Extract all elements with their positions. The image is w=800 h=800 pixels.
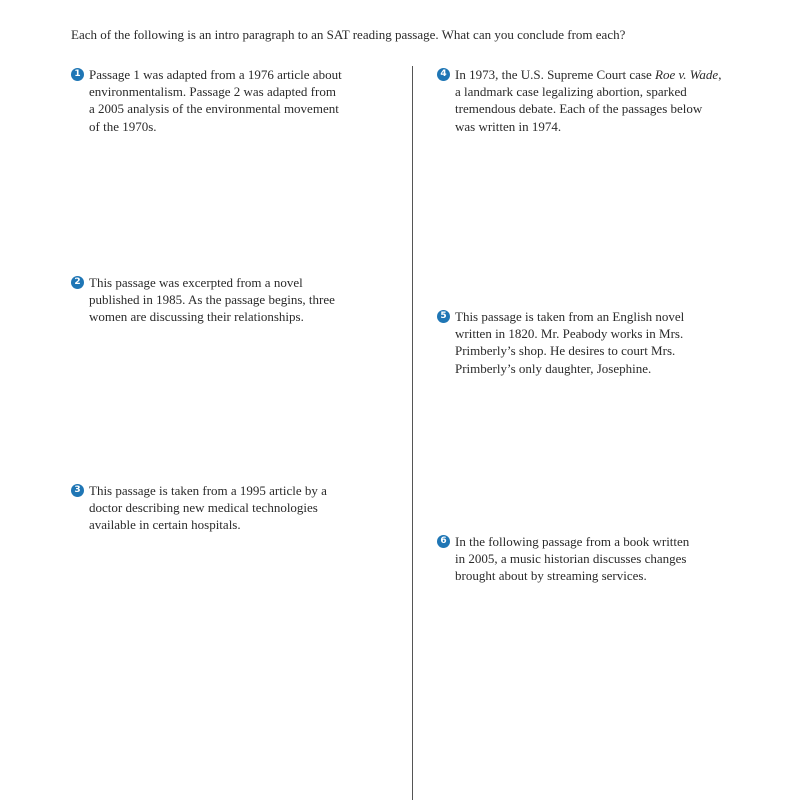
passage-intro-text (437, 66, 721, 135)
case-name: Roe v. Wade (655, 67, 719, 82)
text-segment: In 1973, the U.S. Supreme Court case (455, 67, 656, 82)
passage-intro-3 (71, 482, 327, 534)
passage-intro-6 (437, 533, 689, 585)
passage-intro-5 (437, 308, 684, 377)
text-line: written in 1820. Mr. Peabody works in Mrs. (455, 326, 684, 342)
text-line: In the following passage from a book written (455, 534, 690, 549)
text-line: environmentalism. Passage 2 was adapted from (89, 84, 336, 100)
text-line: tremendous debate. Each of the passages below (455, 101, 703, 117)
text-segment: , (718, 67, 722, 82)
column-divider (412, 66, 413, 800)
passage-intro-text (71, 482, 327, 534)
text-line: This passage is taken from a 1995 article by a (89, 483, 327, 498)
text-line: a 2005 analysis of the environmental movement (89, 101, 339, 117)
text-line: a landmark case legalizing abortion, sparked (455, 84, 687, 100)
passage-intro-1 (71, 66, 342, 135)
text-line: brought about by streaming services. (455, 568, 647, 584)
number-badge-1: 1 (71, 68, 84, 81)
text-line: Passage 1 was adapted from a 1976 article about (89, 67, 342, 82)
passage-intro-4 (437, 66, 721, 135)
number-badge-4: 4 (437, 68, 450, 81)
text-line: was written in 1974. (455, 118, 562, 134)
text-line: in 2005, a music historian discusses changes (455, 551, 687, 567)
text-line (455, 66, 721, 83)
passage-intro-text (437, 308, 684, 377)
text-line: of the 1970s. (89, 118, 157, 134)
text-line: doctor describing new medical technologies (89, 500, 318, 516)
text-line: Primberly’s only daughter, Josephine. (455, 360, 652, 376)
text-line: This passage was excerpted from a novel (89, 275, 303, 290)
number-badge-5: 5 (437, 310, 450, 323)
text-line: Primberly’s shop. He desires to court Mrs. (455, 343, 676, 359)
text-line: published in 1985. As the passage begins, three (89, 292, 335, 308)
number-badge-2: 2 (71, 276, 84, 289)
number-badge-3: 3 (71, 484, 84, 497)
number-badge-6: 6 (437, 535, 450, 548)
passage-intro-2 (71, 274, 335, 326)
text-line: women are discussing their relationships. (89, 309, 304, 325)
passage-intro-text (71, 274, 335, 326)
text-line: available in certain hospitals. (89, 517, 241, 533)
passage-intro-text (71, 66, 342, 135)
text-line: This passage is taken from an English novel (455, 309, 685, 324)
passage-intro-text (437, 533, 689, 585)
instructions-heading: Each of the following is an intro paragraph to an SAT reading passage. What can you conclude from each? (71, 27, 626, 42)
